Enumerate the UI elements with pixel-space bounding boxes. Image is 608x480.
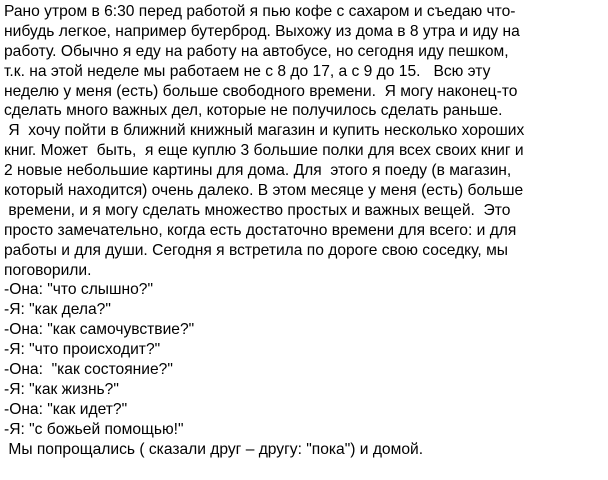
text-line: неделю у меня (есть) больше свободного времени. Я могу наконец-то: [4, 82, 518, 100]
text-line: работу. Обычно я еду на работу на автобусе, но сегодня иду пешком,: [4, 42, 509, 60]
dialogue-line: -Я: "что происходит?": [4, 341, 161, 359]
text-line: работы и для души. Сегодня я встретила по дороге свою соседку, мы: [4, 241, 509, 259]
dialogue-line: -Она: "как самочувствие?": [4, 321, 195, 339]
text-line: времени, и я могу сделать множество простых и важных вещей. Это: [4, 201, 511, 219]
text-line: нибудь легкое, например бутерброд. Выхожу из дома в 8 утра и иду на: [4, 22, 520, 40]
dialogue-line: -Она: "что слышно?": [4, 281, 154, 299]
text-line: просто замечательно, когда есть достаточно времени для всего: и для: [4, 221, 517, 239]
dialogue-line: -Я: "как дела?": [4, 301, 111, 319]
dialogue-line: -Она: "как идет?": [4, 400, 128, 418]
text-line: Я хочу пойти в ближний книжный магазин и купить несколько хороших: [4, 122, 525, 140]
text-line: который находится) очень далеко. В этом месяце у меня (есть) больше: [4, 182, 524, 200]
dialogue-line: -Я: "с божьей помощью!": [4, 420, 184, 438]
text-line: т.к. на этой неделе мы работаем не с 8 до 17, а с 9 до 15. Всю эту: [4, 62, 491, 80]
text-line: книг. Может быть, я еще куплю 3 большие полки для всех своих книг и: [4, 142, 524, 160]
text-line: сделать много важных дел, которые не получилось сделать раньше.: [4, 102, 503, 120]
text-line: Рано утром в 6:30 перед работой я пью кофе с сахаром и съедаю что-: [4, 3, 516, 20]
text-line: 2 новые небольшие картины для дома. Для этого я поеду (в магазин,: [4, 162, 512, 180]
closing-line: Мы попрощались ( сказали друг – другу: "пока") и домой.: [4, 440, 424, 458]
dialogue-line: -Я: "как жизнь?": [4, 380, 119, 398]
dialogue-line: -Она: "как состояние?": [4, 361, 173, 379]
text-line: поговорили.: [4, 261, 92, 279]
